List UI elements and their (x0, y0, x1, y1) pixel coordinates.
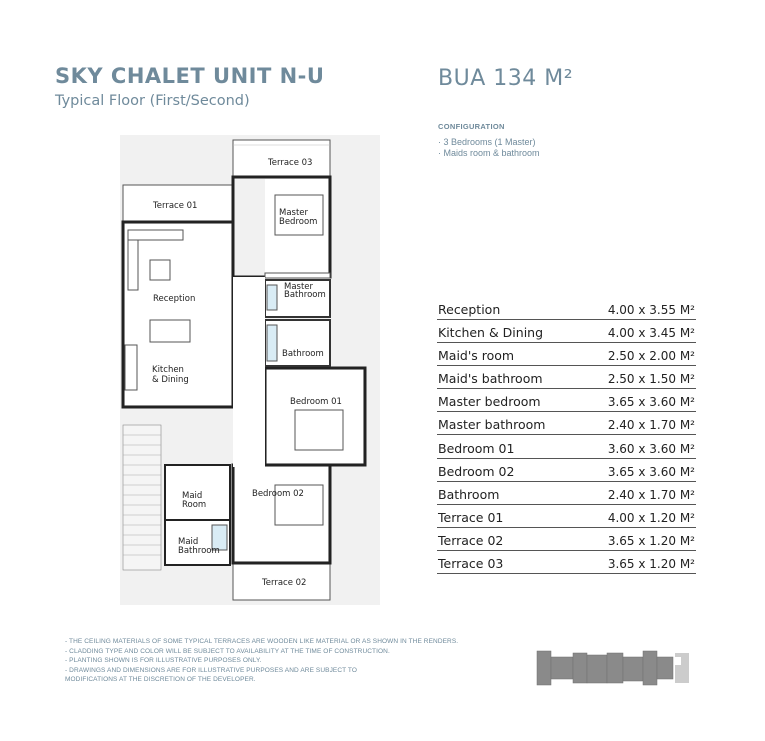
plan-label-maid-room: Maid (182, 491, 203, 501)
room-size: 2.40 x 1.70 M² (607, 418, 695, 433)
room-name: Maid's bathroom (438, 371, 543, 387)
room-size: 4.00 x 1.20 M² (607, 510, 695, 525)
room-size: 3.65 x 3.60 M² (607, 464, 695, 479)
note-line: - PLANTING SHOWN IS FOR ILLUSTRATIVE PURPOSES ONLY. (65, 657, 262, 664)
plan-label-bedroom-01: Bedroom 01 (290, 397, 342, 407)
room-row (437, 437, 696, 459)
room-name: Kitchen & Dining (438, 325, 544, 341)
room-size: 3.65 x 3.60 M² (607, 395, 695, 410)
room-size: 2.40 x 1.70 M² (607, 487, 695, 502)
room-row (437, 390, 696, 412)
room-name: Bedroom 01 (438, 440, 515, 456)
plan-label-master-bathroom: Bathroom (284, 290, 326, 300)
note-line: - THE CEILING MATERIALS OF SOME TYPICAL TERRACES ARE WOODEN LIKE MATERIAL OR AS SHOWN IN THE RENDERS. (65, 638, 459, 645)
plan-label-terrace-03: Terrace 03 (268, 158, 313, 168)
floor-plan (120, 135, 380, 605)
plan-label-bedroom-02: Bedroom 02 (252, 489, 304, 499)
room-name: Maid's room (438, 348, 515, 364)
room-name: Terrace 01 (438, 509, 504, 525)
room-row (437, 367, 696, 389)
room-size: 3.65 x 1.20 M² (607, 533, 695, 548)
plan-label-kitchen: Kitchen (152, 365, 184, 375)
room-name: Terrace 02 (438, 532, 504, 548)
room-dimensions-table (437, 298, 696, 575)
plan-label-master-bathroom: Master (284, 282, 314, 292)
plan-label-master-bedroom: Master (279, 208, 309, 218)
note-line: MODIFICATIONS AT THE DISCRETION OF THE DEVELOPER. (65, 676, 256, 683)
key-plan-thumbnail (535, 643, 695, 691)
configuration-list (438, 137, 540, 159)
room-row (437, 413, 696, 435)
room-row (437, 344, 696, 366)
room-row (437, 529, 696, 551)
plan-label-maid-bathroom: Bathroom (178, 546, 220, 556)
room-size: 2.50 x 2.00 M² (607, 349, 695, 364)
room-name: Bedroom 02 (438, 463, 515, 479)
note-line: - CLADDING TYPE AND COLOR WILL BE SUBJECT TO AVAILABILITY AT THE TIME OF CONSTRUCTION. (65, 647, 390, 655)
plan-label-master-bedroom: Bedroom (279, 217, 318, 227)
room-row (437, 460, 696, 482)
room-name: Terrace 03 (438, 556, 504, 572)
plan-label-kitchen: & Dining (152, 375, 189, 385)
room-name: Master bathroom (438, 417, 546, 433)
floor-subtitle: Typical Floor (First/Second) (55, 93, 250, 109)
unit-title: SKY CHALET UNIT N-U (55, 64, 325, 88)
bua-area: BUA 134 M² (438, 66, 574, 91)
plan-label-maid-bathroom: Maid (178, 537, 199, 547)
disclaimer-notes (65, 637, 505, 685)
room-size: 2.50 x 1.50 M² (607, 372, 695, 387)
room-size: 3.65 x 1.20 M² (607, 557, 695, 572)
room-row (437, 483, 696, 505)
room-row (437, 506, 696, 528)
plan-label-terrace-02: Terrace 02 (262, 578, 307, 588)
configuration-item: · Maids room & bathroom (438, 148, 540, 158)
room-row (437, 298, 696, 320)
room-name: Bathroom (438, 486, 500, 502)
room-size: 4.00 x 3.45 M² (607, 326, 695, 341)
room-name: Master bedroom (438, 394, 541, 410)
room-size: 4.00 x 3.55 M² (607, 303, 695, 317)
room-size: 3.60 x 3.60 M² (607, 441, 695, 456)
room-row (437, 552, 696, 574)
room-row (437, 321, 696, 343)
configuration-item: · 3 Bedrooms (1 Master) (438, 137, 536, 147)
configuration-heading: CONFIGURATION (438, 122, 505, 131)
plan-label-maid-room: Room (182, 500, 207, 510)
plan-label-reception: Reception (153, 294, 196, 304)
note-line: - DRAWINGS AND DIMENSIONS ARE FOR ILLUSTRATIVE PURPOSES AND ARE SUBJECT TO (65, 666, 358, 674)
plan-label-terrace-01: Terrace 01 (153, 201, 198, 211)
room-name: Reception (438, 302, 501, 317)
plan-label-bathroom: Bathroom (282, 349, 324, 359)
